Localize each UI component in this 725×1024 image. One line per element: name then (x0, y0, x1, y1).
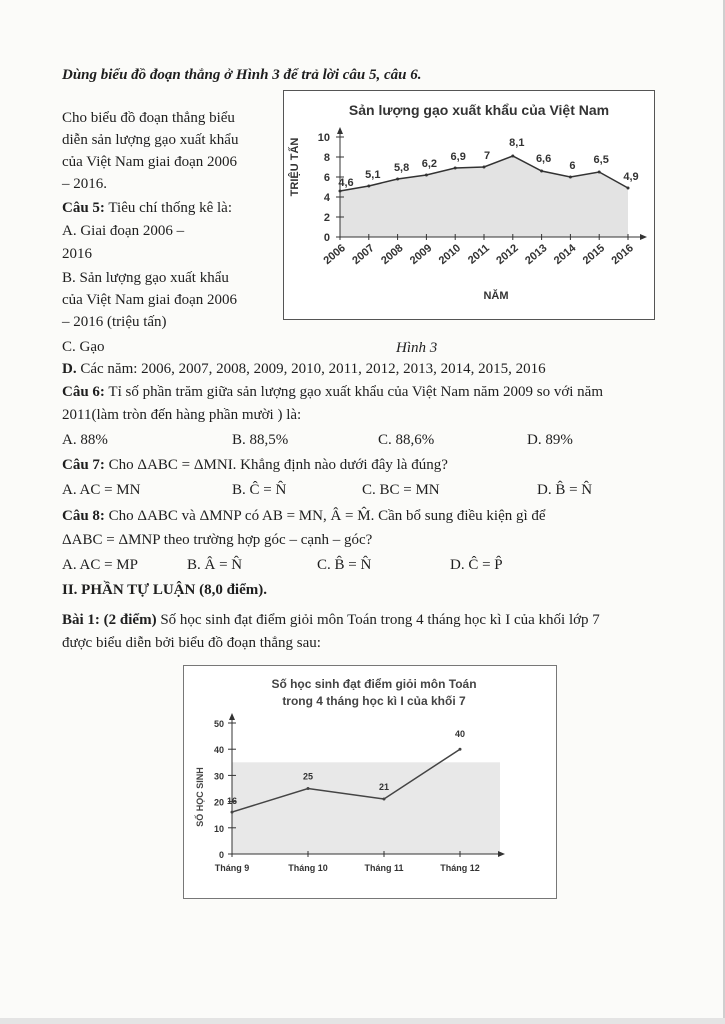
x-tick-label: Tháng 10 (288, 863, 328, 873)
data-point (511, 155, 514, 158)
data-label: 6,5 (593, 154, 609, 166)
q5-option-a[interactable]: A. Giai đoạn 2006 – (62, 223, 185, 239)
data-label: 40 (454, 729, 466, 740)
x-tick-label: 2010 (436, 242, 464, 268)
left-text-line: diễn sản lượng gạo xuất khẩu (62, 132, 239, 148)
q6-option-d[interactable]: D. 89% (527, 432, 573, 448)
q5-option-c[interactable]: C. Gạo (62, 339, 105, 355)
data-label: 7 (483, 150, 491, 162)
left-text-line: của Việt Nam giai đoạn 2006 (62, 154, 238, 170)
question-8: Câu 8: Cho ΔABC và ΔMNP có AB = MN, Â = M̂. Cần bổ sung điều kiện gì để (62, 508, 546, 524)
y-tick-label: 2 (323, 212, 330, 224)
rice-export-chart-box (283, 90, 655, 320)
data-point (540, 170, 543, 173)
x-axis-arrow (640, 234, 647, 240)
q5-option-a-cont: 2016 (62, 246, 92, 262)
data-point (307, 787, 310, 790)
data-point (425, 174, 428, 177)
data-point (383, 797, 386, 800)
x-tick-label: 2014 (551, 242, 579, 268)
chart-background-band (232, 762, 500, 854)
students-chart (184, 666, 556, 898)
q6-option-b[interactable]: B. 88,5% (232, 432, 289, 448)
y-tick-label: 0 (218, 850, 224, 860)
data-point (231, 811, 234, 814)
question-6-cont: 2011(làm tròn đến hàng phần mười ) là: (62, 407, 302, 423)
data-point (569, 176, 572, 179)
x-axis-arrow (498, 851, 505, 857)
y-tick-label: 6 (323, 172, 330, 184)
q5-option-b-cont: – 2016 (triệu tấn) (62, 314, 167, 330)
x-tick-label: 2012 (494, 242, 521, 268)
chart-y-axis-label: TRIỆU TẤN (289, 137, 301, 197)
q6-option-a[interactable]: A. 88% (62, 432, 108, 448)
data-label: 4,6 (338, 177, 354, 189)
y-axis-arrow (229, 713, 235, 720)
y-tick-label: 4 (323, 192, 330, 204)
chart-subtitle: trong 4 tháng học kì I của khối 7 (282, 694, 466, 708)
y-tick-label: 40 (213, 745, 224, 756)
data-label: 16 (226, 796, 238, 807)
question-5 (62, 198, 232, 218)
x-tick-label: 2013 (523, 242, 550, 268)
section-heading: II. PHẦN TỰ LUẬN (8,0 điểm). (62, 582, 267, 598)
data-point (459, 748, 462, 751)
x-tick-label: 2015 (580, 242, 608, 268)
question-7: Câu 7: Cho ΔABC = ΔMNI. Khẳng định nào dưới đây là đúng? (62, 457, 448, 473)
data-label: 6,9 (450, 151, 466, 163)
y-tick-label: 8 (323, 152, 330, 164)
data-label: 5,8 (393, 162, 410, 174)
y-tick-label: 30 (213, 771, 224, 782)
question-5-label: Câu 5: (62, 200, 105, 216)
y-tick-label: 20 (213, 797, 224, 808)
x-tick-label: 2011 (465, 242, 492, 267)
y-tick-label: 50 (213, 719, 224, 729)
chart-title: Sản lượng gạo xuất khẩu của Việt Nam (348, 102, 610, 118)
y-tick-label: 0 (323, 232, 330, 244)
data-point (627, 187, 630, 190)
question-8-cont: ΔABC = ΔMNP theo trường hợp góc – cạnh – góc? (62, 532, 373, 548)
x-tick-label: Tháng 12 (440, 863, 480, 873)
y-tick-label: 10 (317, 132, 330, 144)
q8-option-b[interactable]: B. Â = N̂ (187, 557, 243, 573)
data-point (483, 166, 486, 169)
q8-option-d[interactable]: D. Ĉ = P̂ (450, 557, 503, 573)
data-label: 6,6 (535, 153, 552, 165)
chart-y-axis-label: SỐ HỌC SINH (195, 767, 205, 827)
data-label: 6 (569, 160, 576, 172)
q8-option-a[interactable]: A. AC = MP (62, 557, 138, 573)
data-point (367, 185, 370, 188)
y-tick-label: 10 (213, 823, 224, 834)
left-text-line: Cho biểu đồ đoạn thẳng biểu (62, 110, 235, 126)
q7-option-b[interactable]: B. Ĉ = N̂ (232, 482, 287, 498)
figure-caption: Hình 3 (396, 340, 438, 356)
y-axis-arrow (337, 127, 343, 134)
bai-1: Bài 1: (2 điểm) Số học sinh đạt điểm giỏi môn Toán trong 4 tháng học kì I của khối lớp 7 (62, 612, 600, 628)
bai-1-cont: được biểu diễn bởi biểu đồ đoạn thẳng sau: (62, 635, 321, 651)
chart-x-axis-label: NĂM (483, 290, 509, 302)
data-label: 6,2 (421, 158, 438, 170)
q7-option-a[interactable]: A. AC = MN (62, 482, 141, 498)
chart-title: Số học sinh đạt điểm giỏi môn Toán (271, 677, 477, 691)
q8-option-c[interactable]: C. B̂ = N̂ (317, 557, 372, 573)
data-label: 21 (378, 781, 390, 792)
scan-edge (0, 1018, 725, 1024)
data-point (339, 190, 342, 193)
x-tick-label: 2007 (350, 242, 377, 268)
x-tick-label: Tháng 11 (364, 863, 404, 873)
question-5-text: Tiêu chí thống kê là: (104, 200, 233, 216)
data-label: 8,1 (509, 137, 525, 149)
x-tick-label: 2008 (379, 242, 406, 268)
rice-export-chart (284, 91, 654, 319)
x-tick-label: 2006 (321, 242, 348, 268)
q5-option-b[interactable]: B. Sản lượng gạo xuất khẩu (62, 270, 229, 286)
q6-option-c[interactable]: C. 88,6% (378, 432, 435, 448)
data-point (396, 178, 399, 181)
data-label: 5,1 (365, 169, 381, 181)
q7-option-d[interactable]: D. B̂ = N̂ (537, 482, 593, 498)
data-label: 4,9 (623, 171, 639, 183)
x-tick-label: 2016 (609, 242, 636, 268)
students-chart-box (183, 665, 557, 899)
data-point (454, 167, 457, 170)
intro-instruction: Dùng biểu đồ đoạn thẳng ở Hình 3 để trả lời câu 5, câu 6. (62, 67, 422, 83)
q7-option-c[interactable]: C. BC = MN (362, 482, 440, 498)
question-6: Câu 6: Tỉ số phần trăm giữa sản lượng gạo xuất khẩu của Việt Nam năm 2009 so với năm (62, 384, 603, 400)
data-point (598, 171, 601, 174)
data-label: 25 (302, 771, 314, 782)
x-tick-label: Tháng 9 (214, 863, 250, 873)
left-text-line: – 2016. (62, 176, 107, 192)
q5-option-b-cont: của Việt Nam giai đoạn 2006 (62, 292, 238, 308)
q5-option-d[interactable]: D. Các năm: 2006, 2007, 2008, 2009, 2010, 2011, 2012, 2013, 2014, 2015, 2016 (62, 361, 546, 377)
x-tick-label: 2009 (407, 242, 435, 268)
